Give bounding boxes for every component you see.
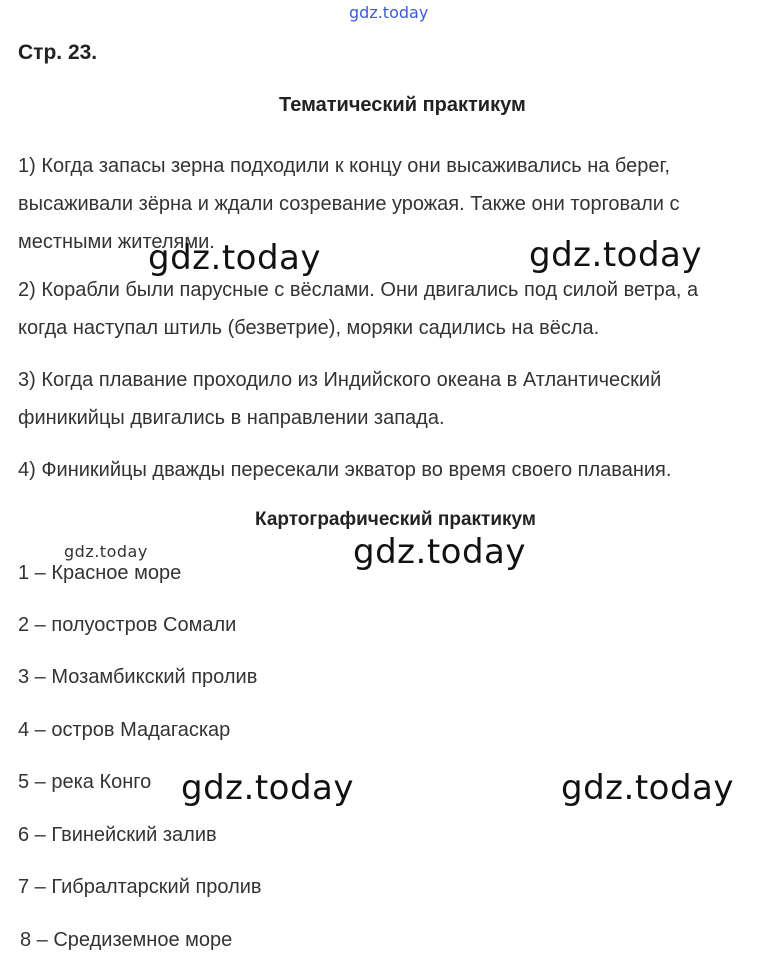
paragraph-line: местными жителями.	[18, 231, 215, 253]
thematic-paragraph-4	[18, 451, 671, 489]
list-item: 5 – река Конго	[18, 771, 152, 793]
list-item: 2 – полуостров Сомали	[18, 614, 237, 636]
watermark: gdz.today	[181, 768, 354, 808]
watermark: gdz.today	[561, 768, 734, 808]
cartographic-heading: Картографический практикум	[255, 509, 536, 530]
paragraph-line: когда наступал штиль (безветрие), моряки садились на вёсла.	[18, 317, 600, 339]
watermark: gdz.today	[64, 542, 148, 561]
watermark: gdz.today	[148, 238, 321, 278]
paragraph-line: 2) Корабли были парусные с вёслами. Они двигались под силой ветра, а	[18, 279, 699, 301]
paragraph-line: финикийцы двигались в направлении запада.	[18, 407, 445, 429]
thematic-heading: Тематический практикум	[279, 94, 526, 116]
list-item: 8 – Средиземное море	[20, 929, 233, 951]
watermark: gdz.today	[529, 235, 702, 275]
paragraph-line: высаживали зёрна и ждали созревание урожая. Также они торговали с	[18, 193, 680, 215]
thematic-paragraph-3	[18, 361, 661, 437]
list-item: 3 – Мозамбикский пролив	[18, 666, 258, 688]
list-item: 7 – Гибралтарский пролив	[18, 876, 262, 898]
list-item: 1 – Красное море	[18, 562, 182, 584]
page-label: Стр. 23.	[18, 41, 98, 64]
paragraph-line: 3) Когда плавание проходило из Индийского океана в Атлантический	[18, 369, 662, 391]
watermark: gdz.today	[353, 532, 526, 572]
list-item: 4 – остров Мадагаскар	[18, 719, 231, 741]
paragraph-line: 4) Финикийцы дважды пересекали экватор во время своего плавания.	[18, 459, 672, 481]
watermark-top: gdz.today	[349, 3, 429, 22]
list-item: 6 – Гвинейский залив	[18, 824, 217, 846]
paragraph-line: 1) Когда запасы зерна подходили к концу они высаживались на берег,	[18, 155, 670, 177]
thematic-paragraph-2	[18, 271, 698, 347]
